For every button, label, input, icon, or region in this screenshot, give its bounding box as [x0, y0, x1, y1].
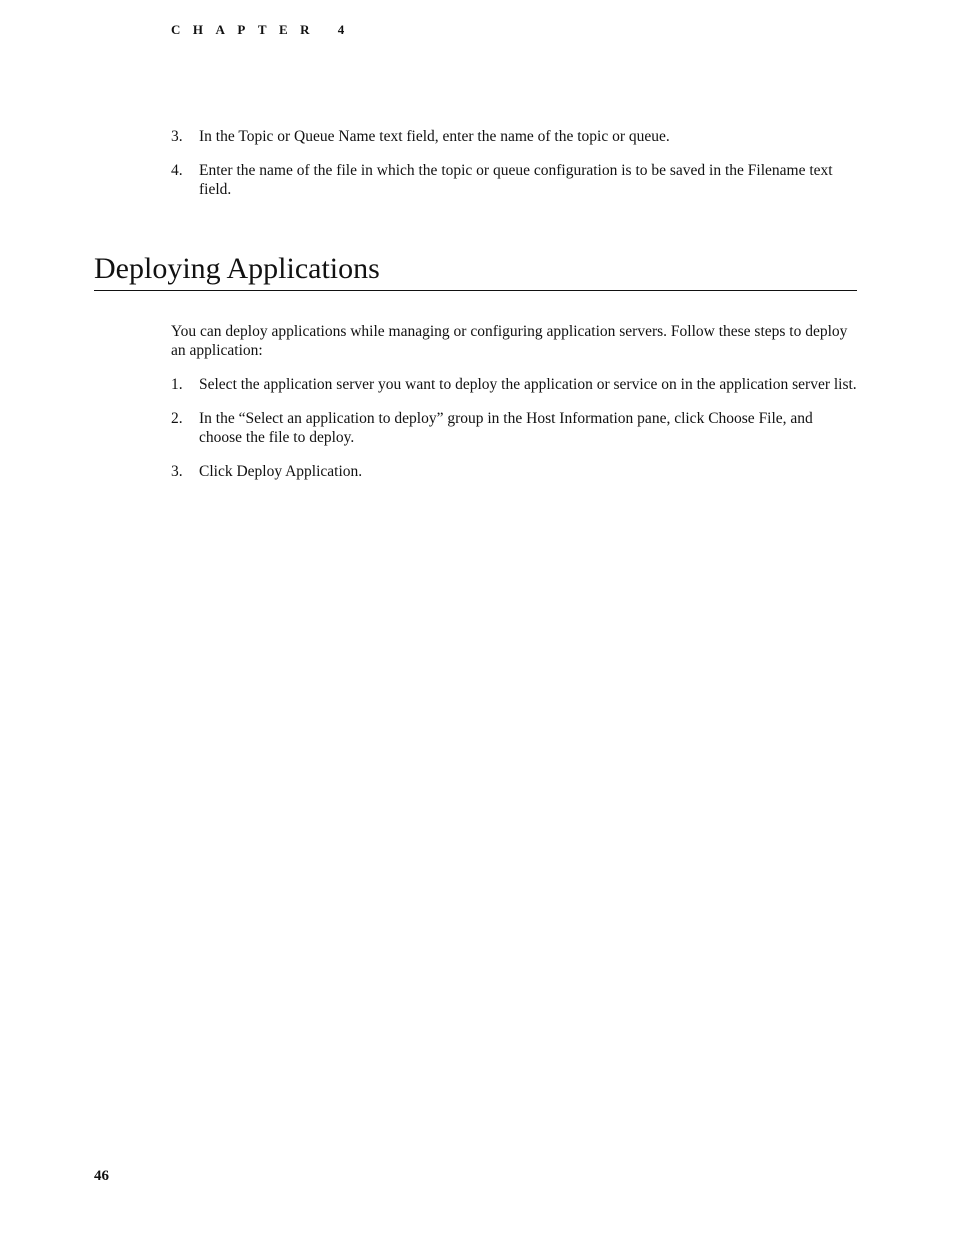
page-number: 46	[94, 1168, 109, 1184]
continued-steps-list	[171, 128, 859, 215]
step-number: 3.	[171, 128, 183, 145]
section-intro: You can deploy applications while managing or configuring application servers. Follow these steps to deploy an application:	[171, 323, 848, 359]
step-number: 1.	[171, 376, 183, 393]
section-title: Deploying Applications	[94, 250, 857, 291]
step-text: In the Topic or Queue Name text field, enter the name of the topic or queue.	[199, 128, 670, 145]
deploy-steps-list	[171, 376, 859, 497]
step-text: Select the application server you want to deploy the application or service on in the application server list.	[199, 376, 857, 393]
chapter-header: CHAPTER 4	[171, 22, 357, 37]
step-text: Enter the name of the file in which the topic or queue configuration is to be saved in the Filename text field.	[199, 162, 833, 198]
step-number: 3.	[171, 462, 183, 480]
list-item	[171, 463, 859, 482]
list-item	[171, 162, 859, 199]
list-item	[171, 410, 859, 447]
step-number: 4.	[171, 162, 183, 179]
step-text: Click Deploy Application.	[199, 462, 363, 480]
step-number: 2.	[171, 410, 183, 427]
list-item	[171, 128, 859, 147]
list-item	[171, 376, 859, 395]
step-text: In the “Select an application to deploy” group in the Host Information pane, click Choose File, and choose the file to deploy.	[199, 410, 813, 446]
